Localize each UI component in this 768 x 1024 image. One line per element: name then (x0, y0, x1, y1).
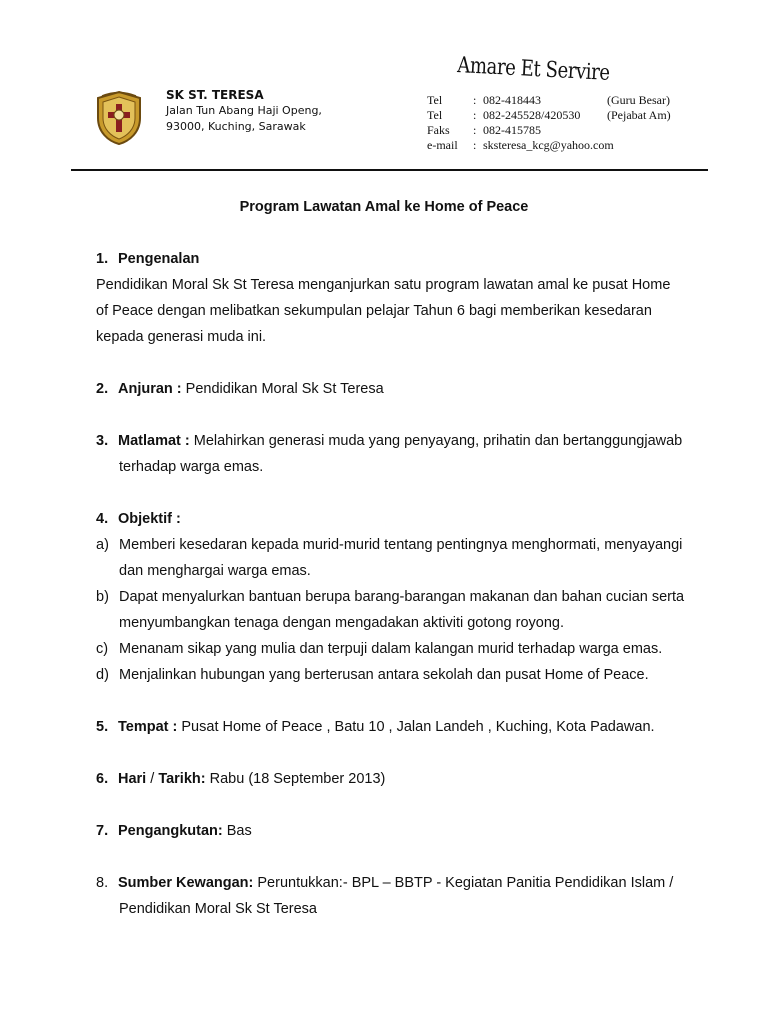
document-title: Program Lawatan Amal ke Home of Peace (239, 199, 529, 215)
section-number: 1. (96, 251, 109, 267)
section-number: 5. (96, 719, 109, 735)
contact-value: 082-245528/420530 (483, 108, 581, 122)
contact-note: (Pejabat Am) (607, 108, 671, 122)
section-number: 4. (96, 511, 109, 527)
section-text: Rabu (18 September 2013) (205, 771, 386, 787)
contact-label: Tel (427, 108, 443, 122)
section-2 (96, 376, 708, 402)
objective-text: Memberi kesedaran kepada murid-murid tentang pentingnya menghormati, menyayangi (119, 537, 683, 553)
contact-label: Tel (427, 93, 443, 107)
contact-colon: : (473, 138, 477, 152)
section-heading-date: Tarikh: (158, 771, 206, 787)
section-3 (96, 428, 708, 454)
section-8 (96, 870, 708, 896)
contact-label: Faks (427, 123, 450, 137)
contact-label: e-mail (427, 138, 458, 152)
objective-text: Menanam sikap yang mulia dan terpuji dalam kalangan murid terhadap warga emas. (119, 641, 663, 657)
section-4-heading (96, 506, 708, 532)
section-number: 6. (96, 771, 109, 787)
contact-value: 082-415785 (483, 123, 541, 137)
school-name: SK ST. TERESA (166, 88, 264, 102)
school-address-line-2: 93000, Kuching, Sarawak (166, 120, 306, 133)
objective-b-line-2: menyumbangkan tenaga dengan mengadakan aktiviti gotong royong. (119, 615, 564, 631)
contact-email-value: sksteresa_kcg@yahoo.com (483, 138, 614, 152)
section-heading: Sumber Kewangan: (118, 875, 254, 891)
section-1-line-2: of Peace dengan melibatkan sekumpulan pelajar Tahun 6 bagi memberikan kesedaran (96, 303, 652, 319)
section-8-line-2: Pendidikan Moral Sk St Teresa (119, 901, 318, 917)
section-number: 2. (96, 381, 109, 397)
school-crest-logo (94, 90, 144, 146)
section-heading: Objektif : (118, 511, 181, 527)
section-5 (96, 714, 708, 740)
objective-text: Dapat menyalurkan bantuan berupa barang-barangan makanan dan bahan cucian serta (119, 589, 685, 605)
objective-text: Menjalinkan hubungan yang berterusan antara sekolah dan pusat Home of Peace. (119, 667, 649, 683)
section-number: 8. (96, 875, 109, 891)
section-heading: Pengangkutan: (118, 823, 223, 839)
section-heading: Tempat : (118, 719, 178, 735)
objective-letter: d) (96, 667, 109, 683)
section-text: Melahirkan generasi muda yang penyayang, prihatin dan bertanggungjawab (189, 433, 683, 449)
section-1-line-3: kepada generasi muda ini. (96, 329, 267, 345)
objective-letter: b) (96, 589, 109, 605)
objective-a-line-2: dan menghargai warga emas. (119, 563, 311, 579)
school-address-line-1: Jalan Tun Abang Haji Openg, (166, 104, 322, 117)
objective-letter: c) (96, 641, 109, 657)
contact-colon: : (473, 108, 477, 122)
section-1-line-1: Pendidikan Moral Sk St Teresa menganjurkan satu program lawatan amal ke pusat Home (96, 277, 671, 293)
section-text: Peruntukkan:- BPL – BBTP - Kegiatan Panitia Pendidikan Islam / (253, 875, 674, 891)
section-6 (96, 766, 708, 792)
section-number: 3. (96, 433, 109, 449)
section-1-heading (96, 246, 708, 272)
contact-colon: : (473, 93, 477, 107)
section-7 (96, 818, 708, 844)
section-heading-day: Hari (118, 771, 147, 787)
heading-slash: / (146, 771, 159, 787)
section-heading: Matlamat : (118, 433, 190, 449)
contact-colon: : (473, 123, 477, 137)
school-motto: Amare Et Servire (456, 53, 611, 86)
header-divider (71, 169, 708, 171)
section-number: 7. (96, 823, 109, 839)
contact-value: 082-418443 (483, 93, 541, 107)
section-heading: Pengenalan (118, 251, 200, 267)
section-text: Pendidikan Moral Sk St Teresa (181, 381, 384, 397)
section-3-line-2: terhadap warga emas. (119, 459, 264, 475)
section-text: Pusat Home of Peace , Batu 10 , Jalan Landeh , Kuching, Kota Padawan. (177, 719, 655, 735)
contact-note: (Guru Besar) (607, 93, 670, 107)
objective-letter: a) (96, 537, 109, 553)
section-text: Bas (222, 823, 252, 839)
section-heading: Anjuran : (118, 381, 182, 397)
